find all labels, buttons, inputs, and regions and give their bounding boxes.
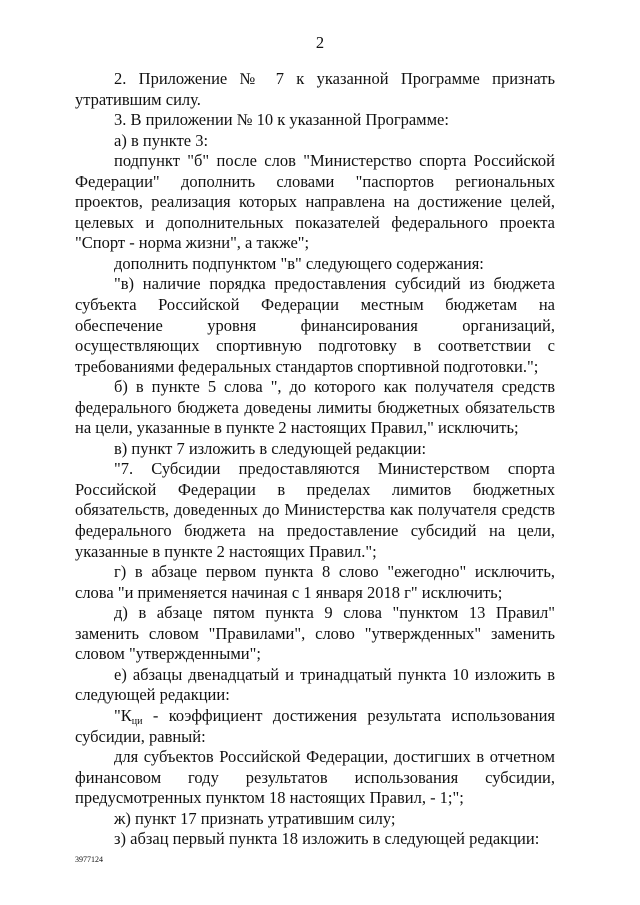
paragraph-point7-text: "7. Субсидии предоставляются Министерством спорта Российской Федерации в пределах лимитов бюджетных обязательств, доведенных до Министерства как получателя средств федерального бюджета на предоставление субсидий на цели, указанные в пункте 2 настоящих Правил."; [75, 459, 555, 561]
paragraph-annex7-repeal: 2. Приложение № 7 к указанной Программе признать утратившим силу. [75, 69, 555, 109]
paragraph-item-v: в) пункт 7 изложить в следующей редакции: [114, 438, 427, 458]
paragraph-subjects-rule: для субъектов Российской Федерации, достигших в отчетном финансовом году результатов использования субсидии, предусмотренных пунктом 18 настоящих Правил, - 1;"; [75, 747, 555, 808]
document-code: 3977124 [75, 855, 103, 864]
page-number: 2 [315, 33, 325, 52]
formula-subscript: ци [131, 715, 143, 727]
paragraph-add-subitem-v: дополнить подпунктом "в" следующего содержания: [114, 253, 484, 273]
paragraph-formula-definition [75, 706, 555, 747]
paragraph-subitem-b-amendment: подпункт "б" после слов "Министерство спорта Российской Федерации" дополнить словами "паспортов региональных проектов, реализация которых направлена на достижение целей, целевых и дополнительных показателей федерального проекта "Спорт - норма жизни", а также"; [75, 151, 555, 253]
formula-description: - коэффициент достижения результата использования субсидии, равный: [75, 705, 555, 746]
paragraph-item-zh: ж) пункт 17 признать утратившим силу; [114, 808, 396, 828]
paragraph-item-a: а) в пункте 3: [114, 130, 209, 150]
document-body [75, 69, 555, 850]
paragraph-item-g: г) в абзаце первом пункта 8 слово "ежегодно" исключить, слова "и применяется начиная с 1 января 2018 г" исключить; [75, 562, 555, 602]
paragraph-item-d: д) в абзаце пятом пункта 9 слова "пунктом 13 Правил" заменить словом "Правилами", слово "утвержденных" заменить словом "утвержденными"; [75, 603, 555, 664]
paragraph-subitem-v-text: "в) наличие порядка предоставления субсидий из бюджета субъекта Российской Федерации местным бюджетам на обеспечение уровня финансирования организаций, осуществляющих спортивную подготовку в соответствии с требованиями федеральных стандартов спортивной подготовки."; [75, 274, 555, 376]
paragraph-annex10-intro: 3. В приложении № 10 к указанной Программе: [114, 110, 449, 130]
formula-symbol: "К [114, 705, 132, 725]
paragraph-item-z: з) абзац первый пункта 18 изложить в следующей редакции: [114, 829, 540, 849]
paragraph-item-e: е) абзацы двенадцатый и тринадцатый пункта 10 изложить в следующей редакции: [75, 664, 555, 705]
paragraph-item-b: б) в пункте 5 слова ", до которого как получателя средств федерального бюджета доведены лимиты бюджетных обязательств на цели, указанные в пункте 2 настоящих Правил," исключить; [75, 377, 555, 438]
